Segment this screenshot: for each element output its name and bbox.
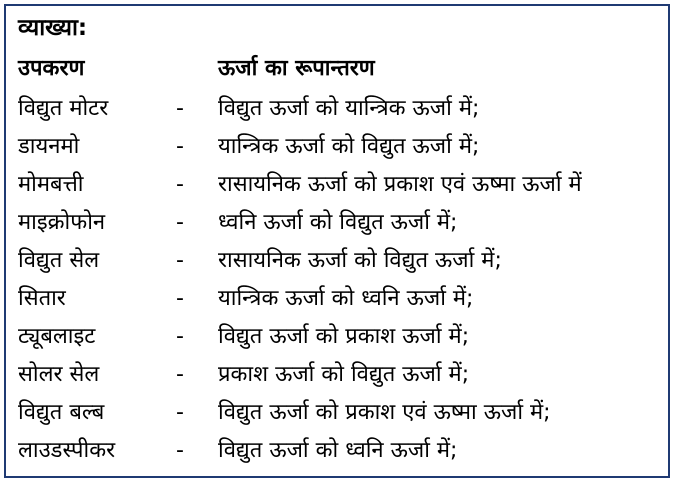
- separator-dash: -: [176, 400, 184, 425]
- header-device: उपकरण: [18, 56, 85, 81]
- table-row: [6, 356, 668, 394]
- table-row: [6, 166, 668, 204]
- table-row: [6, 394, 668, 432]
- device-name: विद्युत मोटर: [18, 96, 109, 121]
- energy-transformation: विद्युत ऊर्जा को यान्त्रिक ऊर्जा में;: [218, 96, 480, 121]
- energy-transformation: विद्युत ऊर्जा को प्रकाश एवं ऊष्मा ऊर्जा में;: [218, 400, 551, 425]
- device-name: माइक्रोफोन: [18, 210, 106, 235]
- table-row: [6, 90, 668, 128]
- table-row: [6, 128, 668, 166]
- separator-dash: -: [176, 96, 184, 121]
- table-row: [6, 318, 668, 356]
- separator-dash: -: [176, 248, 184, 273]
- separator-dash: -: [176, 362, 184, 387]
- device-name: सितार: [18, 286, 66, 311]
- table-row: [6, 242, 668, 280]
- energy-transformation: रासायनिक ऊर्जा को प्रकाश एवं ऊष्मा ऊर्जा में: [218, 172, 582, 197]
- explanation-title: व्याख्या:: [18, 15, 88, 41]
- device-name: विद्युत सेल: [18, 248, 100, 273]
- explanation-box: [4, 4, 670, 478]
- device-name: मोमबत्ती: [18, 172, 84, 197]
- separator-dash: -: [176, 172, 184, 197]
- table-body: [6, 90, 668, 470]
- energy-transformation: प्रकाश ऊर्जा को विद्युत ऊर्जा में;: [218, 362, 470, 387]
- table-header: [6, 52, 668, 86]
- separator-dash: -: [176, 210, 184, 235]
- table-row: [6, 204, 668, 242]
- energy-transformation: विद्युत ऊर्जा को प्रकाश ऊर्जा में;: [218, 324, 470, 349]
- header-energy-transformation: ऊर्जा का रूपान्तरण: [218, 56, 375, 81]
- device-name: विद्युत बल्ब: [18, 400, 105, 425]
- separator-dash: -: [176, 438, 184, 463]
- energy-transformation: यान्त्रिक ऊर्जा को ध्वनि ऊर्जा में;: [218, 286, 474, 311]
- device-name: ट्यूबलाइट: [18, 324, 96, 349]
- energy-transformation: यान्त्रिक ऊर्जा को विद्युत ऊर्जा में;: [218, 134, 480, 159]
- device-name: लाउडस्पीकर: [18, 438, 116, 463]
- energy-transformation: ध्वनि ऊर्जा को विद्युत ऊर्जा में;: [218, 210, 458, 235]
- table-row: [6, 432, 668, 470]
- energy-transformation: रासायनिक ऊर्जा को विद्युत ऊर्जा में;: [218, 248, 502, 273]
- separator-dash: -: [176, 324, 184, 349]
- energy-transformation: विद्युत ऊर्जा को ध्वनि ऊर्जा में;: [218, 438, 458, 463]
- table-row: [6, 280, 668, 318]
- device-name: सोलर सेल: [18, 362, 100, 387]
- separator-dash: -: [176, 134, 184, 159]
- device-name: डायनमो: [18, 134, 80, 159]
- separator-dash: -: [176, 286, 184, 311]
